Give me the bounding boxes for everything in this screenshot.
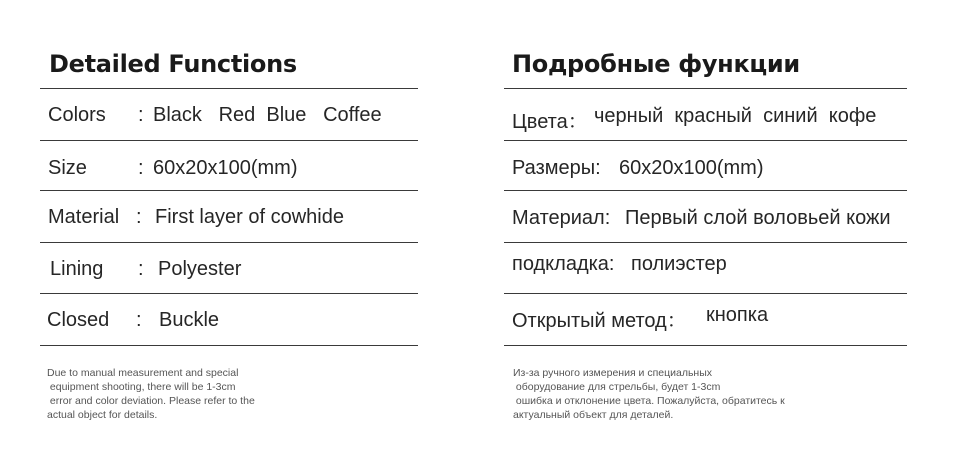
spec-value: черный красный синий кофе — [594, 105, 877, 127]
russian-disclaimer: Из-за ручного измерения и специальных оборудование для стрельбы, будет 1-3cm ошибка и отклонение цвета. Пожалуйста, обратитесь к актуальный объект для деталей. — [513, 367, 785, 421]
spec-value: First layer of cowhide — [155, 206, 344, 228]
spec-label: подкладка: — [512, 253, 621, 275]
divider — [504, 190, 907, 191]
english-disclaimer: Due to manual measurement and special equipment shooting, there will be 1-3cm error and color deviation. Please refer to the actual object for details. — [47, 367, 255, 421]
spec-value: кнопка — [706, 304, 769, 326]
divider — [504, 242, 907, 243]
spec-label: Открытый метод： — [512, 310, 687, 332]
spec-label: Цвета： — [512, 111, 588, 133]
spec-value: Polyester — [158, 258, 242, 280]
divider — [40, 345, 418, 346]
spec-label: Size — [48, 157, 87, 179]
divider — [504, 88, 907, 89]
spec-value: Первый слой воловьей кожи — [625, 207, 891, 229]
spec-separator: : — [138, 157, 144, 179]
divider — [40, 242, 418, 243]
spec-label: Colors — [48, 104, 106, 126]
divider — [40, 140, 418, 141]
spec-separator: : — [138, 104, 144, 126]
english-title: Detailed Functions — [49, 50, 297, 78]
spec-separator: : — [136, 309, 142, 331]
spec-separator: : — [136, 206, 142, 228]
divider — [40, 190, 418, 191]
russian-title: Подробные функции — [512, 50, 800, 78]
spec-label: Lining — [50, 258, 104, 280]
divider — [504, 345, 907, 346]
spec-value: полиэстер — [631, 253, 727, 275]
spec-separator: : — [138, 258, 144, 280]
divider — [504, 140, 907, 141]
spec-value: Black Red Blue Coffee — [153, 104, 382, 126]
spec-label: Размеры: — [512, 157, 607, 179]
spec-value: Buckle — [159, 309, 220, 331]
spec-label: Материал: — [512, 207, 616, 229]
spec-value: 60x20x100(mm) — [153, 157, 298, 179]
divider — [504, 293, 907, 294]
spec-label: Closed — [47, 309, 110, 331]
divider — [40, 88, 418, 89]
divider — [40, 293, 418, 294]
spec-value: 60x20x100(mm) — [619, 157, 764, 179]
spec-label: Material — [48, 206, 120, 228]
